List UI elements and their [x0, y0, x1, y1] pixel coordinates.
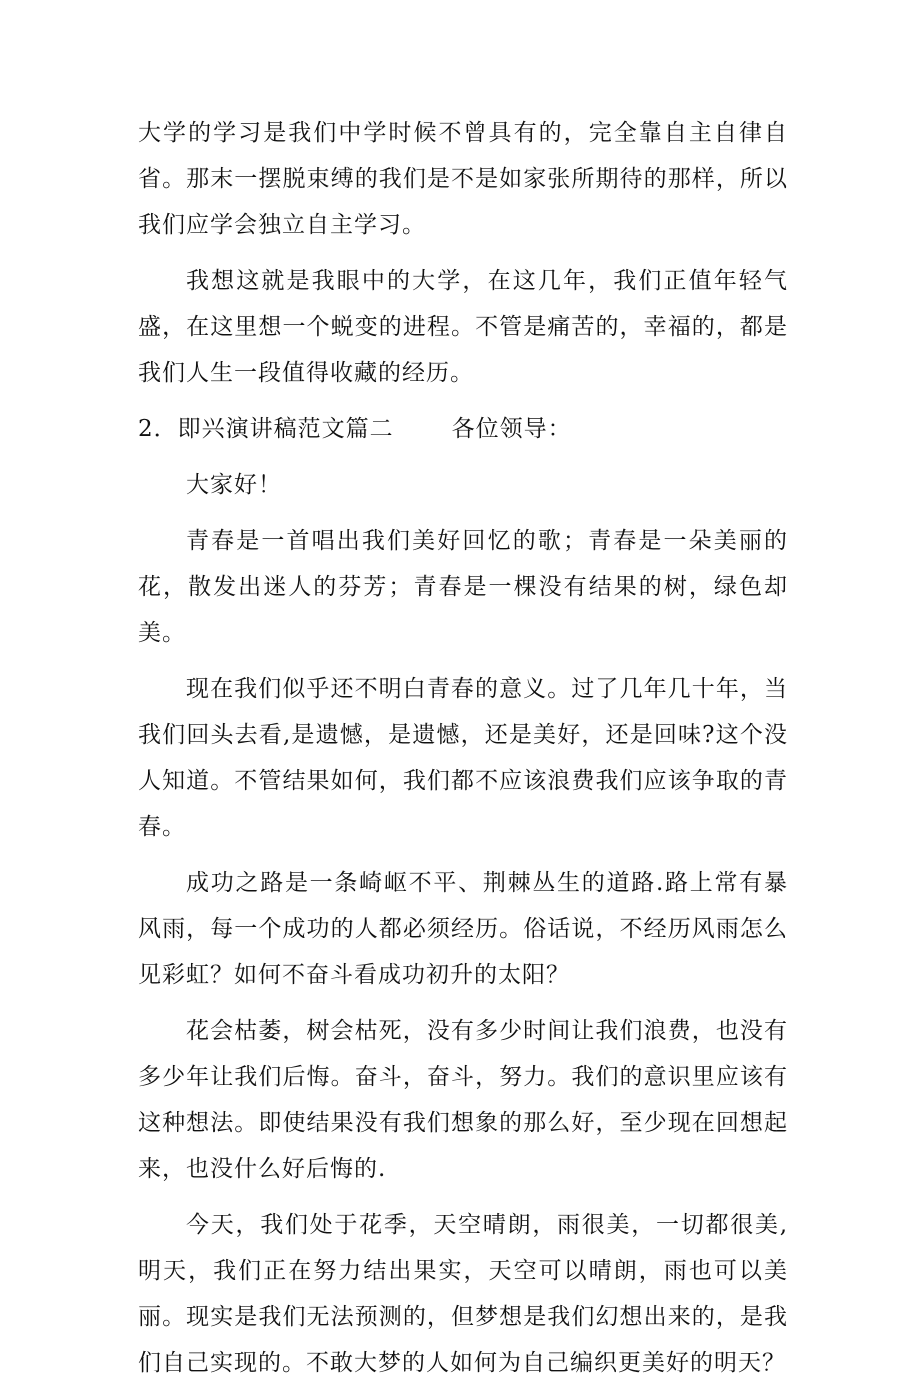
document-body [138, 110, 788, 1396]
paragraph-road-to-success: 成功之路是一条崎岖不平、荆棘丛生的道路.路上常有暴风雨，每一个成功的人都必须经历。俗话说，不经历风雨怎么见彩虹？如何不奋斗看成功初升的太阳？ [138, 870, 788, 988]
paragraph-dream-tomorrow: 今天，我们处于花季，天空晴朗，雨很美，一切都很美,明天，我们正在努力结出果实，天空可以晴朗，雨也可以美丽。现实是我们无法预测的，但梦想是我们幻想出来的，是我们自己实现的。不敢大梦的人如何为自己编织更美好的明天？ [138, 1212, 788, 1376]
paragraph-study-autonomy: 大学的学习是我们中学时候不曾具有的，完全靠自主自律自省。那末一摆脱束缚的我们是不是如家张所期待的那样，所以我们应学会独立自主学习。 [138, 120, 788, 238]
paragraph-no-regrets: 花会枯萎，树会枯死，没有多少时间让我们浪费，也没有多少年让我们后悔。奋斗，奋斗，努力。我们的意识里应该有这种想法。即使结果没有我们想象的那么好，至少现在回想起来，也没什么好后悔的. [138, 1018, 788, 1182]
paragraph-university-view: 我想这就是我眼中的大学，在这几年，我们正值年轻气盛，在这里想一个蜕变的进程。不管是痛苦的，幸福的，都是我们人生一段值得收藏的经历。 [138, 268, 788, 386]
section-title: 2．即兴演讲稿范文篇二 [138, 416, 394, 442]
section-heading [138, 406, 788, 452]
paragraph-youth-meaning: 现在我们似乎还不明白青春的意义。过了几年几十年，当我们回头去看,是遗憾，是遗憾，还是美好，还是回味?这个没人知道。不管结果如何，我们都不应该浪费我们应该争取的青春。 [138, 676, 788, 840]
paragraph-greeting: 大家好！ [186, 472, 282, 498]
salutation: 各位领导： [451, 416, 572, 442]
paragraph-youth-metaphor: 青春是一首唱出我们美好回忆的歌；青春是一朵美丽的花，散发出迷人的芬芳；青春是一棵没有结果的树，绿色却美。 [138, 528, 788, 646]
